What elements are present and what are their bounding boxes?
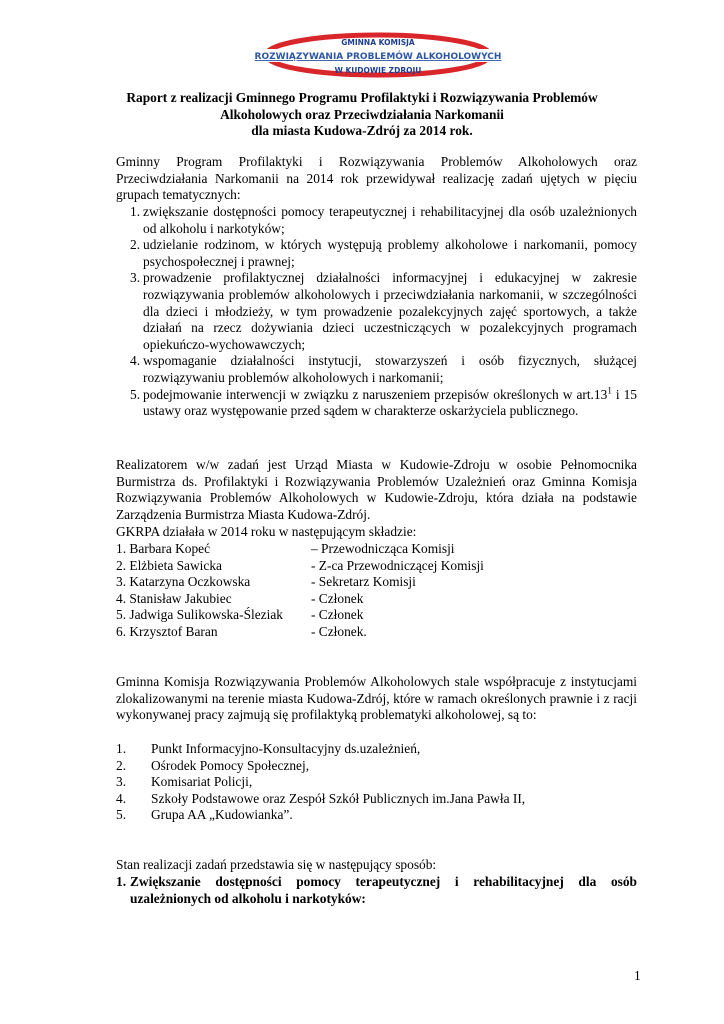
section-heading bbox=[116, 874, 637, 907]
task-item bbox=[116, 353, 637, 386]
task-item bbox=[116, 270, 637, 353]
task-text-after: i 15 ustawy oraz występowanie przed sądem w charakterze oskarżyciela publicznego. bbox=[143, 386, 637, 419]
member-name: 1. Barbara Kopeć bbox=[116, 541, 211, 556]
section-heading-list bbox=[116, 874, 637, 907]
member-role: - Sekretarz Komisji bbox=[311, 574, 416, 590]
member-name: 5. Jadwiga Sulikowska-Śleziak bbox=[116, 607, 283, 623]
member-row bbox=[116, 591, 637, 608]
title-line: dla miasta Kudowa-Zdrój za 2014 rok. bbox=[251, 123, 473, 139]
logo-graphic bbox=[244, 30, 512, 86]
member-name: 4. Stanisław Jakubiec bbox=[116, 590, 232, 606]
section-number: 1. bbox=[116, 874, 127, 889]
task-number: 4. bbox=[130, 353, 141, 369]
task-text: wspomaganie działalności instytucji, stowarzyszeń i osób fizycznych, służącej rozwiązywaniu problemów alkoholowych i narkomanii; bbox=[143, 353, 637, 385]
member-role: - Członek bbox=[311, 607, 364, 623]
task-text-before: podejmowanie interwencji w związku z naruszeniem przepisów określonych w art.13 bbox=[143, 386, 608, 402]
logo-line-3: W KUDOWIE ZDROJU bbox=[334, 66, 422, 75]
realizator-paragraph: Realizatorem w/w zadań jest Urząd Miasta w Kudowie-Zdroju w osobie Pełnomocnika Burmistrza ds. Profilaktyki i Rozwiązywania Problemów Uzależnień oraz Gminna Komisja Rozwiązywania Problemów Alkoholowych w Kudowie-Zdroju, która działa na podstawie Zarządzenia Burmistrza Miasta Kudowa-Zdrój. bbox=[116, 457, 637, 522]
title-line: Raport z realizacji Gminnego Programu Profilaktyki i Rozwiązywania Problemów bbox=[126, 90, 598, 105]
member-row bbox=[116, 541, 637, 558]
member-role: - Członek bbox=[311, 590, 364, 606]
institution-item bbox=[116, 758, 637, 775]
logo-line-1: GMINNA KOMISJA bbox=[341, 38, 415, 47]
institution-item bbox=[116, 791, 637, 808]
institution-list bbox=[116, 741, 637, 824]
status-intro: Stan realizacji zadań przedstawia się w następujący sposób: bbox=[116, 857, 437, 872]
task-text: prowadzenie profilaktycznej działalności informacyjnej i edukacyjnej w zakresie rozwiązywania problemów alkoholowych i przeciwdziałania narkomanii, w szczególności dla dzieci i młodzieży, w tym prowadzenie pozalekcyjnych zajęć sportowych, a także działań na rzecz dożywiania dzieci uczestniczących w pozalekcyjnych programach opiekuńczo-wychowawczych; bbox=[143, 270, 637, 352]
task-number: 1. bbox=[130, 204, 141, 219]
task-list bbox=[116, 204, 637, 420]
institution-text: Grupa AA „Kudowianka”. bbox=[151, 807, 293, 823]
task-number: 5. bbox=[130, 386, 141, 402]
member-row bbox=[116, 624, 637, 641]
member-role: - Z-ca Przewodniczącej Komisji bbox=[311, 557, 484, 573]
logo-line-2: ROZWIĄZYWANIA PROBLEMÓW ALKOHOLOWYCH bbox=[254, 52, 502, 62]
institution-item bbox=[116, 807, 637, 824]
institution-number: 2. bbox=[116, 757, 127, 773]
task-text: zwiększanie dostępności pomocy terapeutycznej i rehabilitacyjnej dla osób uzależnionych od alkoholu i narkotyków; bbox=[143, 204, 637, 236]
task-item bbox=[116, 237, 637, 270]
member-name: 6. Krzysztof Baran bbox=[116, 623, 218, 639]
page-number: 1 bbox=[634, 968, 641, 983]
institution-number: 1. bbox=[116, 741, 127, 756]
member-row bbox=[116, 607, 637, 624]
intro-paragraph: Gminny Program Profilaktyki i Rozwiązywania Problemów Alkoholowych oraz Przeciwdziałania Narkomanii na 2014 rok przewidywał realizację zadań ujętych w pięciu grupach tematycznych: bbox=[116, 154, 637, 203]
title-line: Alkoholowych oraz Przeciwdziałania Narkomanii bbox=[220, 106, 504, 122]
institution-text: Ośrodek Pomocy Społecznej, bbox=[151, 757, 310, 773]
composition-intro: GKRPA działała w 2014 roku w następującym składzie: bbox=[116, 524, 417, 539]
footnote-superscript: 1 bbox=[607, 385, 612, 396]
institution-text: Szkoły Podstawowe oraz Zespół Szkół Publicznych im.Jana Pawła II, bbox=[151, 790, 526, 806]
institution-item bbox=[116, 774, 637, 791]
member-list bbox=[116, 541, 637, 641]
institution-text: Punkt Informacyjno-Konsultacyjny ds.uzależnień, bbox=[151, 741, 421, 756]
cooperation-paragraph: Gminna Komisja Rozwiązywania Problemów Alkoholowych stale współpracuje z instytucjami zlokalizowanymi na terenie miasta Kudowa-Zdrój, które w ramach określonych prawnie i z racji wykonywanej pracy zajmują się profilaktyką problematyki alkoholowej, są to: bbox=[116, 674, 637, 723]
report-title bbox=[60, 90, 664, 140]
institution-number: 3. bbox=[116, 774, 127, 790]
task-item bbox=[116, 204, 637, 237]
task-number: 2. bbox=[130, 237, 141, 253]
institution-item bbox=[116, 741, 637, 758]
member-name: 2. Elżbieta Sawicka bbox=[116, 557, 222, 573]
commission-logo bbox=[244, 30, 512, 86]
institution-text: Komisariat Policji, bbox=[151, 774, 253, 790]
member-row bbox=[116, 574, 637, 591]
member-role: - Członek. bbox=[311, 623, 367, 639]
institution-number: 4. bbox=[116, 790, 127, 806]
institution-number: 5. bbox=[116, 807, 127, 823]
member-row bbox=[116, 558, 637, 575]
task-item bbox=[116, 387, 637, 420]
member-name: 3. Katarzyna Oczkowska bbox=[116, 574, 251, 590]
section-heading-text: Zwiększanie dostępności pomocy terapeutycznej i rehabilitacyjnej dla osób uzależnionych od alkoholu i narkotyków: bbox=[130, 874, 637, 906]
task-text: udzielanie rodzinom, w których występują problemy alkoholowe i narkomanii, pomocy psychospołecznej i prawnej; bbox=[143, 237, 637, 269]
task-number: 3. bbox=[130, 270, 141, 286]
member-role: – Przewodnicząca Komisji bbox=[311, 541, 455, 556]
